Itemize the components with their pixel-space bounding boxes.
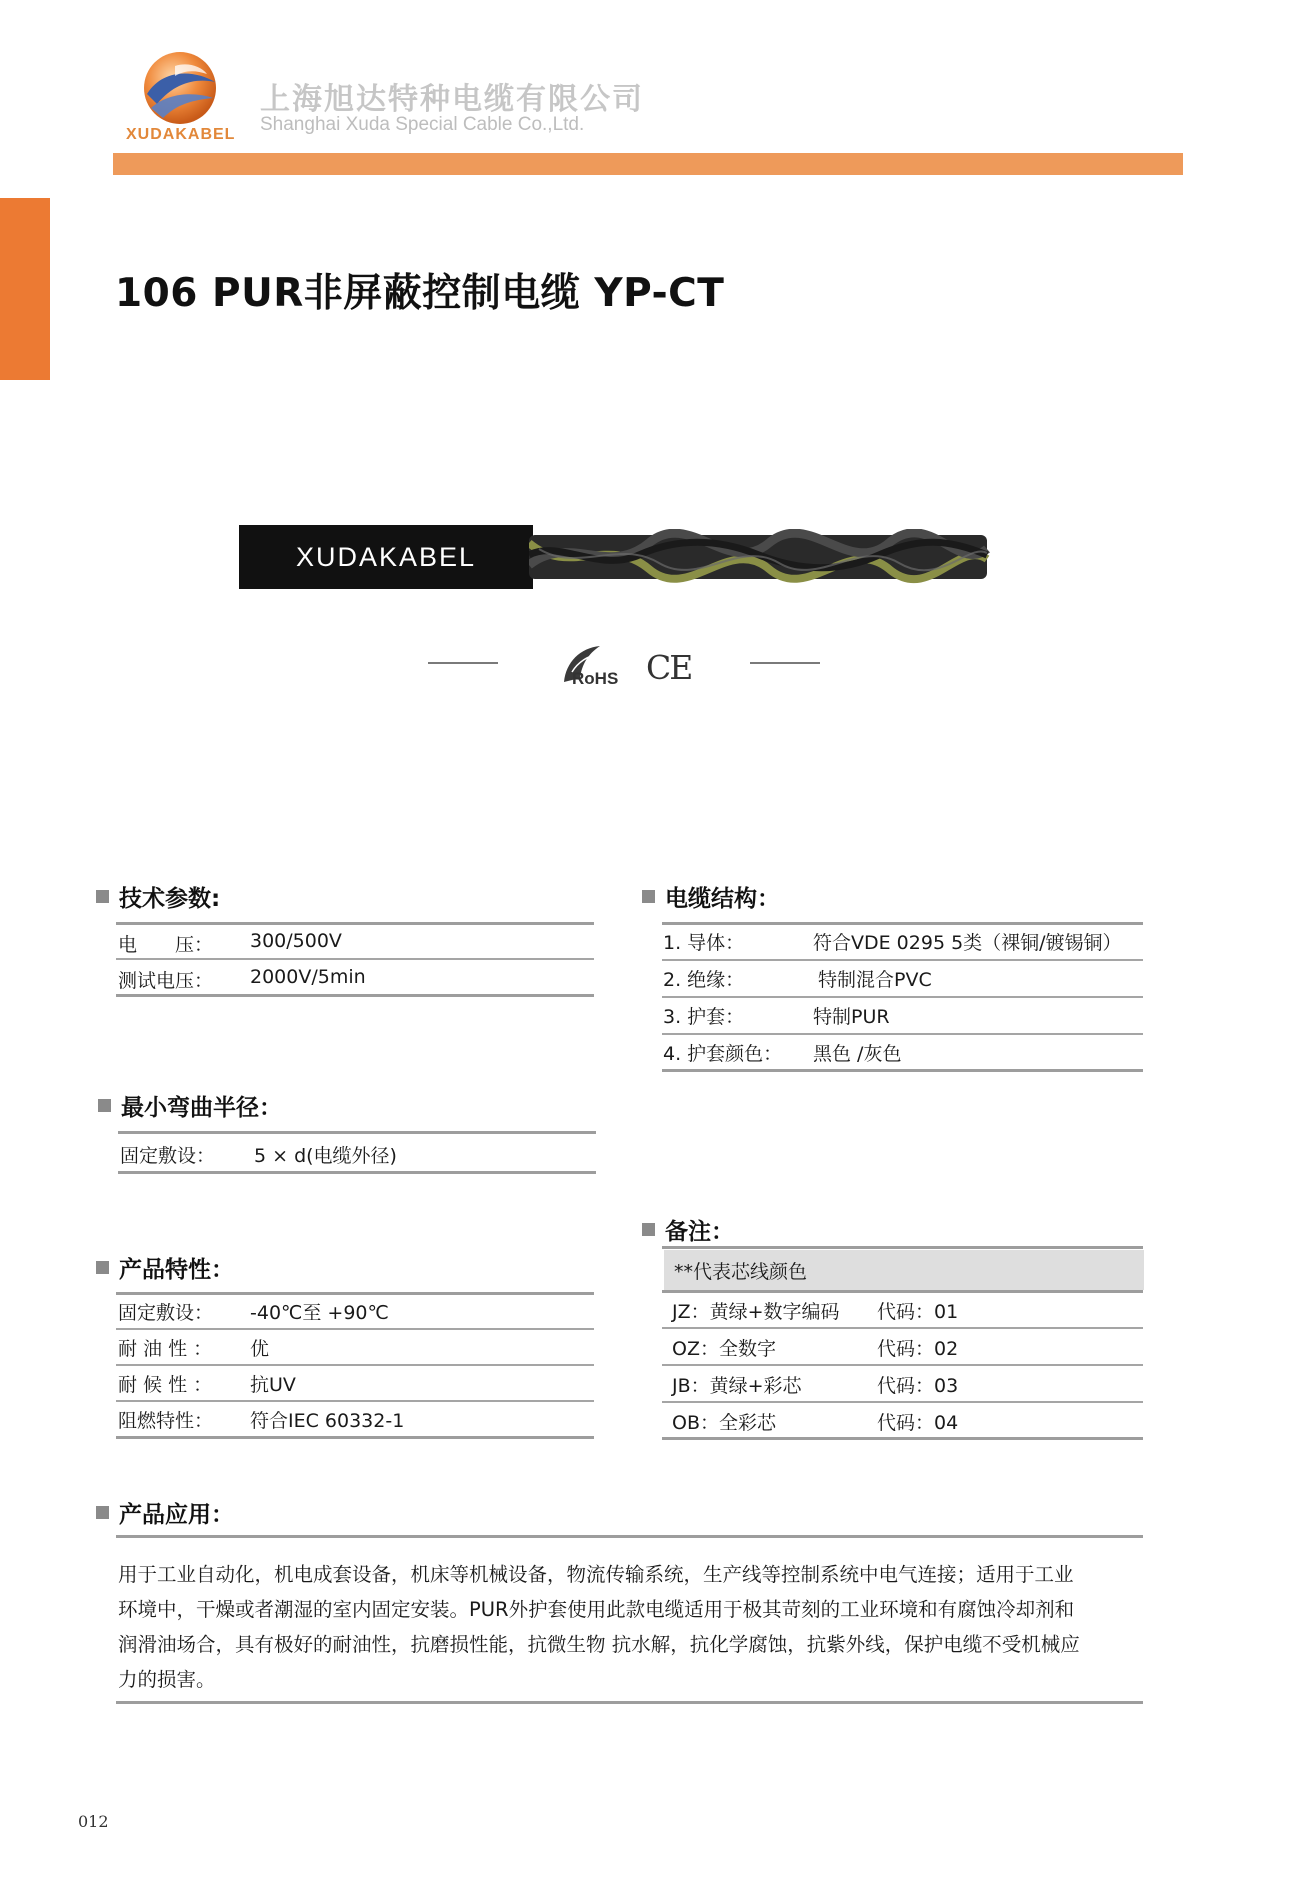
row-label: 耐 油 性 ： — [118, 1338, 213, 1360]
divider — [662, 1364, 1143, 1366]
divider — [118, 1131, 596, 1134]
table-row — [672, 1408, 1142, 1438]
row-label: 测试电压： — [118, 970, 214, 992]
divider — [116, 994, 594, 997]
row-value: 代码：04 — [877, 1412, 959, 1434]
section-bullet-icon — [642, 890, 655, 903]
divider — [662, 1290, 1143, 1293]
logo-wordmark: XUDAKABEL — [126, 126, 236, 143]
company-logo-icon — [135, 48, 225, 130]
row-value: 符合VDE 0295 5类（裸铜/镀锡铜） — [813, 932, 1122, 954]
cable-structure-heading — [642, 880, 780, 913]
section-bullet-icon — [96, 890, 109, 903]
row-value: 优 — [250, 1338, 270, 1360]
divider — [116, 1535, 1143, 1538]
cable-strands-icon — [529, 529, 991, 585]
section-bullet-icon — [642, 1223, 655, 1236]
tech-params-heading — [96, 880, 220, 913]
divider — [662, 1033, 1143, 1035]
row-value: 黑色 /灰色 — [813, 1043, 902, 1065]
row-value: 特制混合PVC — [818, 969, 932, 991]
divider — [662, 922, 1143, 925]
company-name-en: Shanghai Xuda Special Cable Co.,Ltd. — [260, 114, 585, 135]
application-line: 环境中，干燥或者潮湿的室内固定安装。PUR外护套使用此款电缆适用于极其苛刻的工业环境和有腐蚀冷却剂和 — [118, 1598, 1075, 1621]
table-row — [118, 1370, 594, 1400]
cert-divider-left — [428, 662, 498, 664]
table-row — [663, 965, 1141, 995]
features-heading — [96, 1251, 234, 1284]
application-line: 用于工业自动化，机电成套设备，机床等机械设备，物流传输系统，生产线等控制系统中电气连接；适用于工业 — [118, 1563, 1074, 1586]
row-value: 300/500V — [250, 930, 342, 952]
features-heading-text: 产品特性： — [119, 1257, 234, 1283]
table-row — [672, 1334, 1142, 1364]
divider — [116, 958, 594, 960]
application-text — [118, 1557, 1148, 1697]
divider — [662, 959, 1143, 961]
divider — [116, 1436, 594, 1439]
divider — [662, 996, 1143, 998]
divider — [116, 1292, 594, 1295]
bend-radius-heading-text: 最小弯曲半径： — [121, 1095, 282, 1121]
ce-mark-icon: CE — [646, 648, 692, 687]
table-row — [118, 1334, 594, 1364]
cert-divider-right — [750, 662, 820, 664]
row-label: 4. 护套颜色： — [663, 1043, 783, 1065]
row-label: 1. 导体： — [663, 932, 745, 954]
table-row — [663, 1039, 1141, 1069]
row-value: 符合IEC 60332-1 — [250, 1410, 405, 1432]
cable-brand-label: XUDAKABEL — [239, 525, 533, 589]
notes-heading — [642, 1213, 734, 1246]
row-label: 耐 候 性 ： — [118, 1374, 213, 1396]
row-value: 代码：02 — [877, 1338, 959, 1360]
divider — [116, 1400, 594, 1402]
row-value: 2000V/5min — [250, 966, 366, 988]
divider — [116, 1701, 1143, 1704]
row-label: JB：黄绿+彩芯 — [672, 1375, 802, 1397]
section-bullet-icon — [96, 1506, 109, 1519]
tech-params-heading-text: 技术参数: — [119, 886, 221, 912]
side-tab — [0, 198, 50, 380]
bend-radius-heading — [98, 1089, 282, 1122]
row-label: 固定敷设： — [120, 1145, 216, 1167]
row-label: OZ：全数字 — [672, 1338, 776, 1360]
table-row — [663, 928, 1141, 958]
row-value: 5 × d(电缆外径) — [254, 1145, 397, 1167]
divider — [662, 1246, 1143, 1249]
divider — [662, 1437, 1143, 1440]
divider — [662, 1327, 1143, 1329]
table-row — [120, 1141, 596, 1171]
divider — [662, 1401, 1143, 1403]
row-label: OB：全彩芯 — [672, 1412, 776, 1434]
section-bullet-icon — [98, 1099, 111, 1112]
row-value: 特制PUR — [813, 1006, 890, 1028]
application-line: 力的损害。 — [118, 1668, 216, 1691]
row-label: 电 压： — [118, 934, 214, 956]
table-row — [672, 1371, 1142, 1401]
row-value: 代码：01 — [877, 1301, 959, 1323]
row-label: 2. 绝缘： — [663, 969, 745, 991]
divider — [116, 922, 594, 925]
row-label: JZ：黄绿+数字编码 — [672, 1301, 840, 1323]
divider — [118, 1171, 596, 1174]
company-name-cn: 上海旭达特种电缆有限公司 — [260, 82, 644, 117]
cable-structure-heading-text: 电缆结构： — [665, 886, 780, 912]
application-line: 润滑油场合，具有极好的耐油性，抗磨损性能，抗微生物 抗水解，抗化学腐蚀，抗紫外线，保护电缆不受机械应 — [118, 1633, 1080, 1656]
notes-heading-text: 备注： — [665, 1219, 734, 1245]
divider — [116, 1364, 594, 1366]
row-value: 代码：03 — [877, 1375, 959, 1397]
page-title: 106 PUR非屏蔽控制电缆 YP-CT — [115, 271, 725, 316]
cable-image — [239, 525, 991, 589]
rohs-icon — [558, 642, 628, 688]
row-value: 抗UV — [250, 1374, 296, 1396]
application-heading-text: 产品应用： — [119, 1502, 234, 1528]
table-row — [672, 1297, 1142, 1327]
table-row — [118, 930, 594, 960]
page-number: 012 — [78, 1812, 109, 1831]
row-label: 3. 护套： — [663, 1006, 745, 1028]
rohs-label: RoHS — [572, 669, 619, 688]
table-row — [118, 1406, 594, 1436]
table-row — [118, 1298, 594, 1328]
section-bullet-icon — [96, 1261, 109, 1274]
application-heading — [96, 1496, 234, 1529]
table-row — [118, 966, 594, 996]
row-label: 阻燃特性： — [118, 1410, 214, 1432]
notes-banner: **代表芯线颜色 — [664, 1250, 1144, 1290]
table-row — [663, 1002, 1141, 1032]
divider — [116, 1328, 594, 1330]
row-value: -40℃至 +90℃ — [250, 1302, 389, 1324]
row-label: 固定敷设： — [118, 1302, 214, 1324]
header-bar — [113, 153, 1183, 175]
divider — [662, 1069, 1143, 1072]
